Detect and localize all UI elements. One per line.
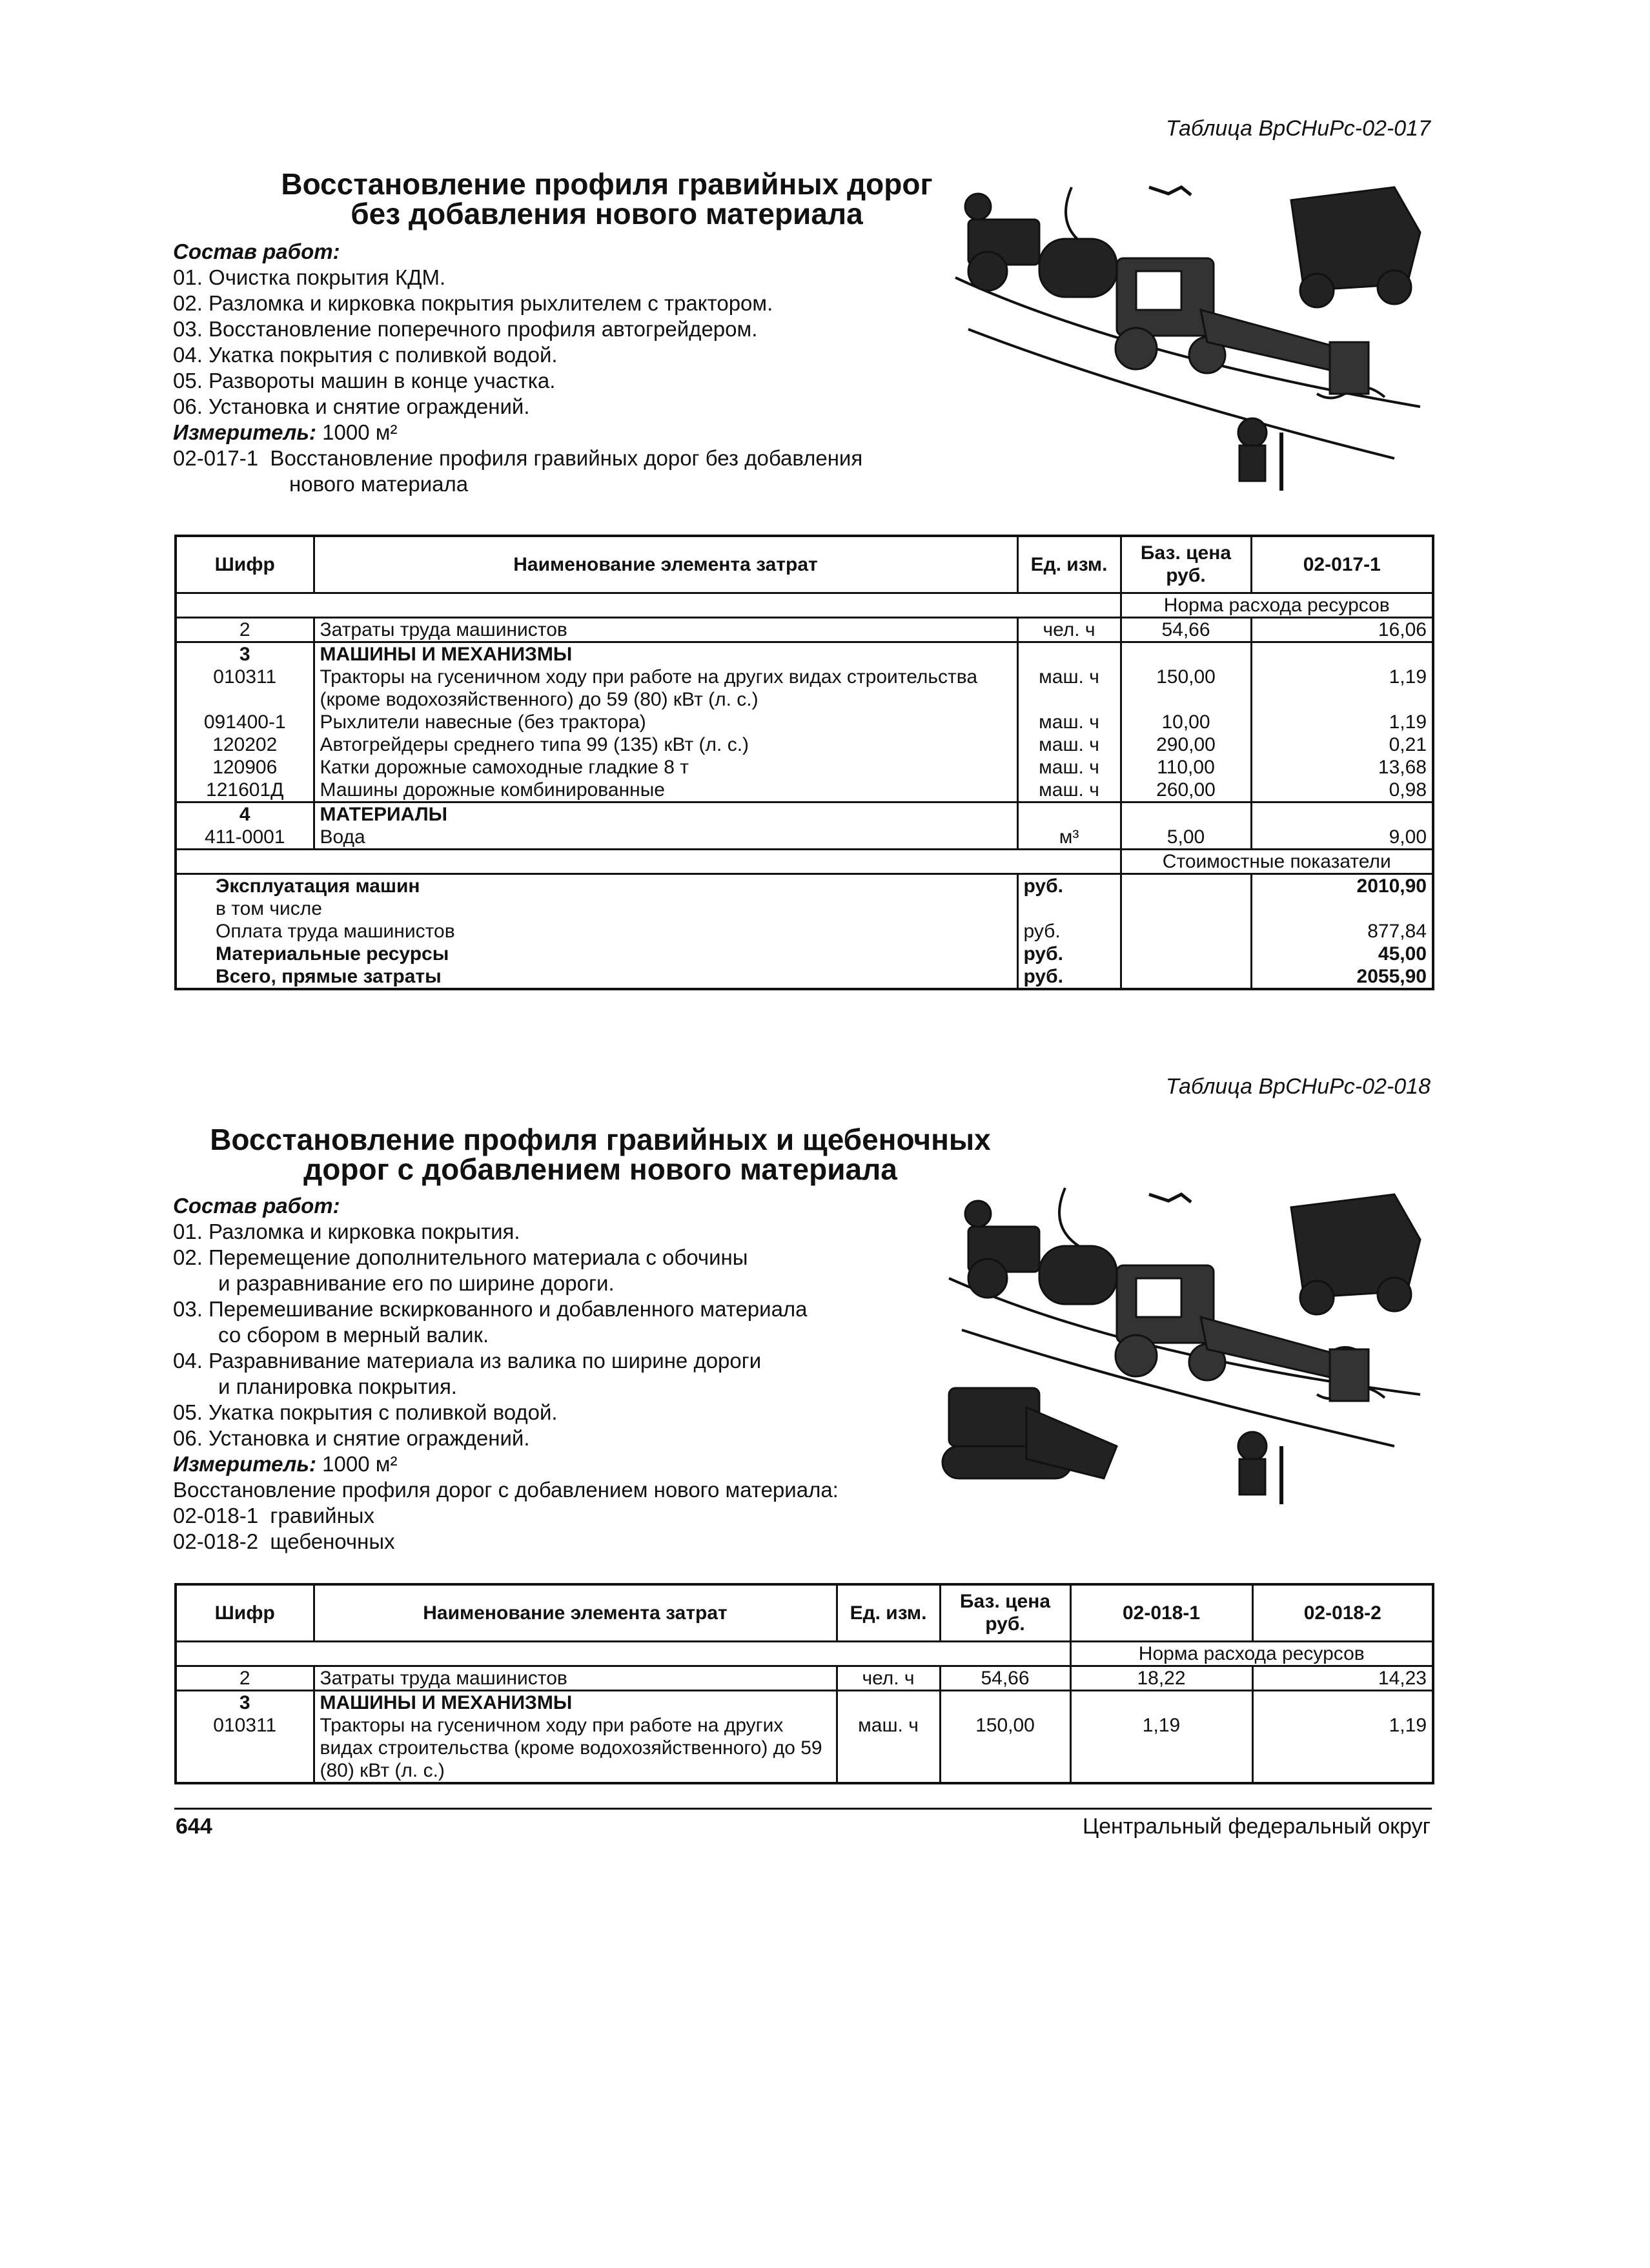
cell-unit: маш. ч	[1017, 756, 1121, 779]
works-block-02-017	[173, 239, 1012, 497]
road-machinery-illustration	[930, 161, 1433, 497]
work-item: 05. Развороты машин в конце участка.	[173, 369, 556, 393]
table-row	[176, 642, 1433, 666]
header-price: Баз. цена руб.	[1121, 536, 1251, 593]
meter-line	[173, 420, 1012, 445]
cost-row	[176, 897, 1433, 920]
table-row	[176, 756, 1433, 779]
works-label: Состав работ:	[173, 240, 340, 263]
heading-line: без добавления нового материала	[351, 197, 863, 230]
table-row	[176, 826, 1433, 850]
cell-name: МАТЕРИАЛЫ	[314, 802, 1017, 826]
works-block-02-018	[173, 1193, 1012, 1555]
cell-name: МАШИНЫ И МЕХАНИЗМЫ	[314, 1690, 837, 1714]
table-row	[176, 733, 1433, 756]
cell-value: 14,23	[1378, 1667, 1427, 1689]
section-heading-02-017	[232, 169, 981, 229]
meter-value: 1000 м²	[322, 1452, 398, 1476]
cell-unit: маш. ч	[837, 1714, 940, 1783]
cost-value: 2010,90	[1356, 875, 1427, 897]
cell-code: 2	[176, 1666, 314, 1690]
work-item: 06. Установка и снятие ограждений.	[173, 1426, 530, 1450]
heading-line: Восстановление профиля гравийных и щебеночных	[210, 1123, 991, 1156]
cost-unit: руб.	[1017, 943, 1121, 965]
cell-value: 13,68	[1378, 756, 1427, 778]
intro-line: Восстановление профиля дорог с добавлением нового материала:	[173, 1478, 839, 1502]
cell-unit: маш. ч	[1017, 711, 1121, 733]
cell-price: 290,00	[1121, 733, 1251, 756]
cell-name: Машины дорожные комбинированные	[314, 779, 1017, 802]
cell-price: 110,00	[1121, 756, 1251, 779]
section-heading-02-018	[181, 1125, 1020, 1184]
table-row	[176, 711, 1433, 733]
cost-name: Эксплуатация машин	[176, 873, 1017, 897]
resource-table-02-018	[174, 1583, 1434, 1784]
cell-unit: маш. ч	[1017, 666, 1121, 711]
table-row	[176, 1714, 1433, 1783]
cell-code: 120202	[176, 733, 314, 756]
code-line: 02-017-1 Восстановление профиля гравийных дорог без добавления	[173, 446, 863, 470]
cell-price: 54,66	[940, 1666, 1070, 1690]
meter-line	[173, 1451, 1012, 1477]
cost-unit: руб.	[1017, 965, 1121, 989]
cost-value: 877,84	[1367, 920, 1427, 942]
cell-name: Вода	[314, 826, 1017, 850]
cell-code: 091400-1	[176, 711, 314, 733]
code-line: нового материала	[289, 472, 469, 496]
cost-label: Стоимостные показатели	[1162, 850, 1391, 872]
norm-label: Норма расхода ресурсов	[1163, 594, 1390, 616]
cell-value: 1,19	[1070, 1714, 1252, 1783]
cell-code: 3	[176, 642, 314, 666]
code-line: 02-018-2 щебеночных	[173, 1529, 395, 1553]
work-item: 03. Перемешивание вскиркованного и добавленного материала	[173, 1297, 808, 1321]
cell-code: 411-0001	[176, 826, 314, 850]
cell-name: Тракторы на гусеничном ходу при работе на других видах строительства (кроме водохозяйственного) до 59 (80) кВт (л. с.)	[314, 1714, 837, 1783]
cell-name: Затраты труда машинистов	[314, 1666, 837, 1690]
table-row	[176, 1666, 1433, 1690]
norm-label: Норма расхода ресурсов	[1138, 1642, 1365, 1664]
work-item: 01. Разломка и кирковка покрытия.	[173, 1220, 520, 1243]
cost-unit: руб.	[1017, 873, 1121, 897]
meter-label: Измеритель:	[173, 1452, 316, 1476]
work-item: 05. Укатка покрытия с поливкой водой.	[173, 1400, 558, 1424]
cost-unit: руб.	[1017, 920, 1121, 943]
work-item: 02. Разломка и кирковка покрытия рыхлителем с трактором.	[173, 291, 773, 315]
page-number: 644	[176, 1814, 212, 1839]
cell-value: 1,19	[1389, 711, 1427, 733]
road-machinery-illustration	[930, 1175, 1433, 1524]
cell-value: 1,19	[1389, 1714, 1427, 1736]
cell-value: 0,21	[1389, 733, 1427, 755]
cell-code: 120906	[176, 756, 314, 779]
cell-value: 0,98	[1389, 779, 1427, 801]
header-unit: Ед. изм.	[837, 1584, 940, 1641]
work-item: и планировка покрытия.	[218, 1374, 457, 1398]
norm-band-row	[176, 593, 1433, 617]
header-col-02-018-2: 02-018-2	[1252, 1584, 1433, 1641]
header-code: Шифр	[176, 536, 314, 593]
cell-price: 150,00	[1121, 666, 1251, 711]
cell-name: Рыхлители навесные (без трактора)	[314, 711, 1017, 733]
code-line: 02-018-1 гравийных	[173, 1504, 375, 1527]
cell-price: 150,00	[940, 1714, 1070, 1783]
work-item: и разравнивание его по ширине дороги.	[218, 1271, 615, 1295]
cell-unit: маш. ч	[1017, 733, 1121, 756]
cell-name: МАШИНЫ И МЕХАНИЗМЫ	[314, 642, 1017, 666]
header-name: Наименование элемента затрат	[314, 1584, 837, 1641]
header-col-02-017-1: 02-017-1	[1251, 536, 1433, 593]
cost-row	[176, 920, 1433, 943]
table-row	[176, 617, 1433, 642]
work-item: 06. Установка и снятие ограждений.	[173, 394, 530, 418]
cell-unit: чел. ч	[1017, 617, 1121, 642]
cost-value: 2055,90	[1356, 965, 1427, 987]
work-item: 03. Восстановление поперечного профиля автогрейдером.	[173, 317, 758, 341]
cell-price: 10,00	[1121, 711, 1251, 733]
cell-value: 9,00	[1389, 826, 1427, 848]
cell-name: Затраты труда машинистов	[314, 617, 1017, 642]
cell-name: Автогрейдеры среднего типа 99 (135) кВт (л. с.)	[314, 733, 1017, 756]
table-id-02-017: Таблица ВрСНиРс-02-017	[1165, 116, 1431, 141]
cell-code: 010311	[176, 666, 314, 711]
footer-rule	[174, 1808, 1432, 1810]
cell-value: 16,06	[1378, 618, 1427, 640]
work-item: 04. Укатка покрытия с поливкой водой.	[173, 343, 558, 367]
cost-name: Всего, прямые затраты	[176, 965, 1017, 989]
table-id-02-018: Таблица ВрСНиРс-02-018	[1165, 1074, 1431, 1099]
cost-row	[176, 965, 1433, 989]
works-label: Состав работ:	[173, 1194, 340, 1218]
cell-name: Катки дорожные самоходные гладкие 8 т	[314, 756, 1017, 779]
work-item: 02. Перемещение дополнительного материала с обочины	[173, 1245, 748, 1269]
cost-row	[176, 943, 1433, 965]
table-row	[176, 1690, 1433, 1714]
norm-band-row	[176, 1641, 1433, 1666]
table-row	[176, 666, 1433, 711]
work-item: 01. Очистка покрытия КДМ.	[173, 265, 446, 289]
cell-code: 2	[176, 617, 314, 642]
cell-unit: чел. ч	[837, 1666, 940, 1690]
work-item: 04. Разравнивание материала из валика по ширине дороги	[173, 1349, 762, 1373]
table-header-row	[176, 1584, 1433, 1641]
cost-name: Оплата труда машинистов	[176, 920, 1017, 943]
cell-unit: маш. ч	[1017, 779, 1121, 802]
header-unit: Ед. изм.	[1017, 536, 1121, 593]
cost-name: Материальные ресурсы	[176, 943, 1017, 965]
cell-unit: м³	[1017, 826, 1121, 850]
cell-code: 3	[176, 1690, 314, 1714]
table-header-row	[176, 536, 1433, 593]
work-item: со сбором в мерный валик.	[218, 1323, 489, 1347]
cell-price: 54,66	[1121, 617, 1251, 642]
meter-value: 1000 м²	[322, 420, 398, 444]
table-row	[176, 779, 1433, 802]
table-row	[176, 802, 1433, 826]
cell-value: 1,19	[1389, 666, 1427, 688]
heading-line: Восстановление профиля гравийных дорог	[281, 167, 933, 201]
footer-region: Центральный федеральный округ	[1082, 1814, 1431, 1839]
header-name: Наименование элемента затрат	[314, 536, 1017, 593]
cost-name: в том числе	[176, 897, 1017, 920]
cost-row	[176, 873, 1433, 897]
cell-price: 260,00	[1121, 779, 1251, 802]
cost-band-row	[176, 849, 1433, 873]
cell-price: 5,00	[1121, 826, 1251, 850]
cell-code: 121601Д	[176, 779, 314, 802]
cell-name: Тракторы на гусеничном ходу при работе на других видах строительства (кроме водохозяйственного) до 59 (80) кВт (л. с.)	[314, 666, 1017, 711]
header-price: Баз. цена руб.	[940, 1584, 1070, 1641]
cell-value: 18,22	[1070, 1666, 1252, 1690]
cell-code: 010311	[176, 1714, 314, 1783]
header-code: Шифр	[176, 1584, 314, 1641]
heading-line: дорог с добавлением нового материала	[303, 1152, 897, 1186]
meter-label: Измеритель:	[173, 420, 316, 444]
resource-table-02-017	[174, 535, 1434, 990]
cost-value: 45,00	[1378, 943, 1427, 965]
header-col-02-018-1: 02-018-1	[1070, 1584, 1252, 1641]
cell-code: 4	[176, 802, 314, 826]
